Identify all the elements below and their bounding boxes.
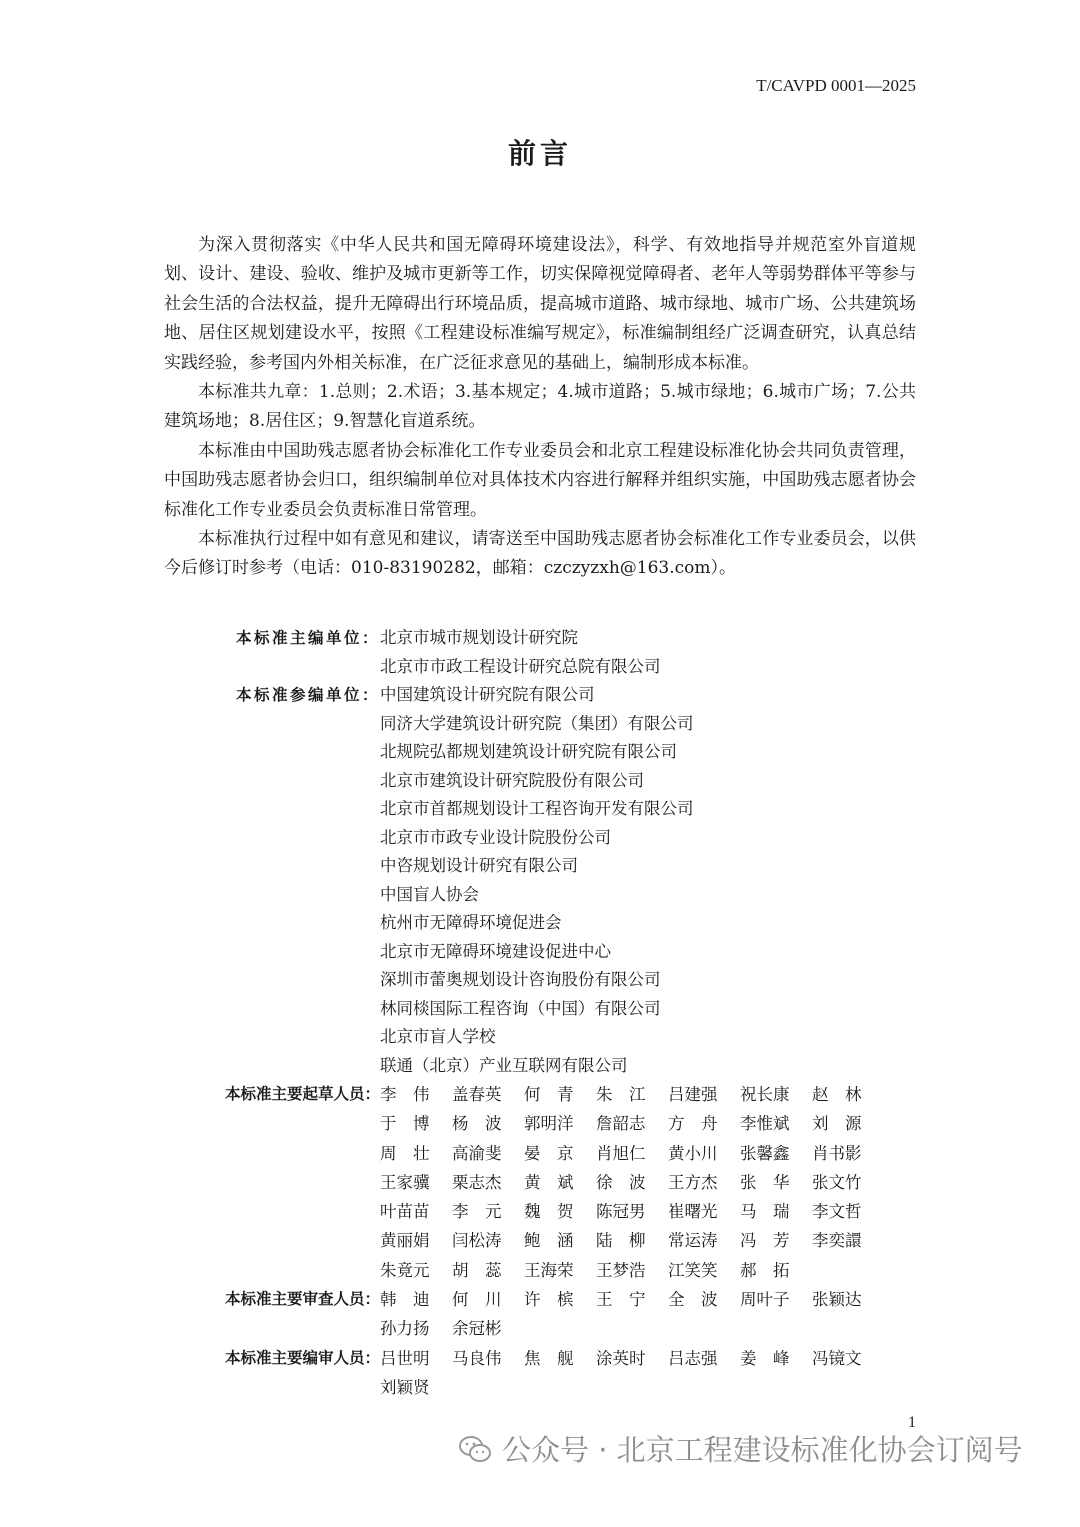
drafters-label: 本标准主要起草人员：	[224, 1085, 380, 1103]
organization-name: 中国建筑设计研究院有限公司	[380, 685, 595, 704]
person-name: 常运涛	[668, 1231, 718, 1251]
person-name: 余冠彬	[452, 1319, 502, 1339]
organization-name: 北规院弘都规划建筑设计研究院有限公司	[380, 742, 677, 761]
organization-name: 北京市市政工程设计研究总院有限公司	[380, 656, 661, 676]
person-name: 冯镜文	[812, 1348, 862, 1368]
person-name: 詹韶志	[596, 1114, 646, 1134]
paragraph: 本标准执行过程中如有意见和建议，请寄送至中国助残志愿者协会标准化工作专业委员会，以供今后修订时参考（电话：010-83190282，邮箱：czczyzxh@163.com）。	[164, 529, 916, 579]
person-name: 张 华	[740, 1172, 790, 1192]
foreword-body	[164, 231, 916, 584]
person-name: 肖旭仁	[596, 1143, 646, 1163]
organization-name: 深圳市蕾奥规划设计咨询股份有限公司	[380, 970, 661, 989]
person-name: 涂英时	[596, 1348, 646, 1368]
person-name: 姜 峰	[740, 1348, 790, 1368]
person-name: 于 博	[380, 1114, 430, 1134]
person-name: 刘 源	[812, 1114, 862, 1134]
person-name: 韩 迪	[380, 1290, 430, 1310]
person-name: 王 宁	[596, 1290, 646, 1310]
chief-units-list	[380, 624, 924, 681]
person-name: 焦 舰	[524, 1348, 574, 1368]
wechat-icon	[458, 1434, 492, 1464]
organization-name: 北京市市政专业设计院股份公司	[380, 827, 611, 847]
person-name: 赵 林	[812, 1085, 862, 1104]
participating-units-label: 本标准参编单位：	[235, 686, 380, 704]
person-name: 朱竟元	[380, 1260, 430, 1280]
chief-units-row	[164, 624, 924, 681]
person-name: 闫松涛	[452, 1231, 502, 1251]
person-name: 许 槟	[524, 1290, 574, 1310]
person-name: 晏 京	[524, 1143, 574, 1163]
person-name: 王方杰	[668, 1172, 718, 1192]
person-name: 黄小川	[668, 1143, 718, 1163]
drafters-list	[380, 1080, 924, 1285]
participating-units-row	[164, 681, 924, 1080]
person-name: 胡 蕊	[452, 1260, 502, 1280]
person-name: 何 青	[524, 1085, 574, 1104]
person-name: 郝 拓	[740, 1260, 790, 1280]
person-name: 冯 芳	[740, 1231, 790, 1251]
person-name: 盖春英	[452, 1085, 502, 1104]
person-name: 肖书影	[812, 1143, 862, 1163]
person-name: 王梦浩	[596, 1260, 646, 1280]
person-name: 祝长康	[740, 1085, 790, 1104]
organization-name: 中咨规划设计研究有限公司	[380, 856, 578, 875]
organization-name: 同济大学建筑设计研究院（集团）有限公司	[380, 713, 694, 733]
person-name: 周 壮	[380, 1143, 430, 1163]
watermark	[458, 1428, 1023, 1469]
person-name: 栗志杰	[452, 1172, 502, 1192]
person-name: 陈冠男	[596, 1202, 646, 1222]
person-name: 李奕譞	[812, 1231, 862, 1251]
person-name: 高渝斐	[452, 1143, 502, 1163]
person-name: 周叶子	[740, 1290, 790, 1310]
participating-units-list	[380, 681, 924, 1080]
person-name: 徐 波	[596, 1172, 646, 1192]
organization-name: 北京市无障碍环境建设促进中心	[380, 941, 611, 961]
paragraph: 本标准共九章：1.总则；2.术语；3.基本规定；4.城市道路；5.城市绿地；6.城市广场；7.公共建筑场地；8.居住区；9.智慧化盲道系统。	[164, 382, 916, 432]
reviewers-list	[380, 1285, 924, 1344]
organization-name: 北京市建筑设计研究院股份有限公司	[380, 770, 644, 790]
editors-list	[380, 1344, 924, 1403]
document-code: T/CAVPD 0001—2025	[756, 76, 916, 95]
person-name: 何 川	[452, 1290, 502, 1310]
page-number: 1	[908, 1414, 916, 1431]
chief-units-label: 本标准主编单位：	[235, 629, 380, 647]
person-name: 王家骥	[380, 1172, 430, 1192]
person-name: 李 伟	[380, 1085, 430, 1104]
paragraph: 本标准由中国助残志愿者协会标准化工作专业委员会和北京工程建设标准化协会共同负责管理，中国助残志愿者协会归口，组织编制单位对具体技术内容进行解释并组织实施，中国助残志愿者协会标准化工作专业委员会负责标准日常管理。	[164, 440, 916, 520]
person-name: 吕建强	[668, 1085, 718, 1104]
reviewers-label: 本标准主要审查人员：	[224, 1290, 380, 1309]
person-name: 马良伟	[452, 1348, 502, 1368]
person-name: 王海荣	[524, 1260, 574, 1280]
person-name: 鲍 涵	[524, 1231, 574, 1251]
credits-section	[164, 624, 924, 1402]
person-name: 叶苗苗	[380, 1202, 430, 1222]
person-name: 方 舟	[668, 1114, 718, 1134]
page-title: 前言	[507, 137, 572, 170]
person-name: 张颖达	[812, 1290, 862, 1310]
person-name: 江笑笑	[668, 1260, 718, 1280]
person-name: 黄 斌	[524, 1172, 574, 1192]
person-name: 刘颖贤	[380, 1377, 430, 1397]
organization-name: 北京市首都规划设计工程咨询开发有限公司	[380, 799, 694, 818]
person-name: 全 波	[668, 1290, 718, 1310]
person-name: 李文哲	[812, 1202, 862, 1222]
reviewers-row	[164, 1285, 924, 1344]
editors-row	[164, 1344, 924, 1403]
paragraph: 为深入贯彻落实《中华人民共和国无障碍环境建设法》，科学、有效地指导并规范室外盲道规划、设计、建设、验收、维护及城市更新等工作，切实保障视觉障碍者、老年人等弱势群体平等参与社会生活的合法权益，提升无障碍出行环境品质，提高城市道路、城市绿地、城市广场、公共建筑场地、居住区规划建设水平，按照《工程建设标准编写规定》，标准编制组经广泛调查研究，认真总结实践经验，参考国内外相关标准，在广泛征求意见的基础上，编制形成本标准。	[164, 235, 916, 373]
organization-name: 杭州市无障碍环境促进会	[380, 913, 562, 932]
person-name: 李惟斌	[740, 1114, 790, 1134]
person-name: 黄丽娟	[380, 1231, 430, 1251]
person-name: 崔曙光	[668, 1202, 718, 1222]
person-name: 张文竹	[812, 1172, 862, 1192]
person-name: 马 瑞	[740, 1202, 790, 1222]
person-name: 孙力扬	[380, 1319, 430, 1339]
person-name: 魏 贺	[524, 1202, 574, 1222]
organization-name: 林同棪国际工程咨询（中国）有限公司	[380, 998, 661, 1018]
watermark-text: 公众号 · 北京工程建设标准化协会订阅号	[502, 1433, 1023, 1467]
person-name: 朱 江	[596, 1085, 646, 1104]
person-name: 郭明洋	[524, 1114, 574, 1134]
person-name: 陆 柳	[596, 1231, 646, 1251]
organization-name: 北京市盲人学校	[380, 1027, 496, 1046]
organization-name: 中国盲人协会	[380, 884, 479, 904]
person-name: 张馨鑫	[740, 1143, 790, 1163]
person-name: 吕世明	[380, 1348, 430, 1368]
editors-label: 本标准主要编审人员：	[224, 1348, 380, 1367]
person-name: 李 元	[452, 1202, 502, 1222]
person-name: 吕志强	[668, 1348, 718, 1368]
organization-name: 联通（北京）产业互联网有限公司	[380, 1055, 628, 1075]
drafters-row	[164, 1080, 924, 1285]
person-name: 杨 波	[452, 1114, 502, 1134]
organization-name: 北京市城市规划设计研究院	[380, 628, 578, 647]
